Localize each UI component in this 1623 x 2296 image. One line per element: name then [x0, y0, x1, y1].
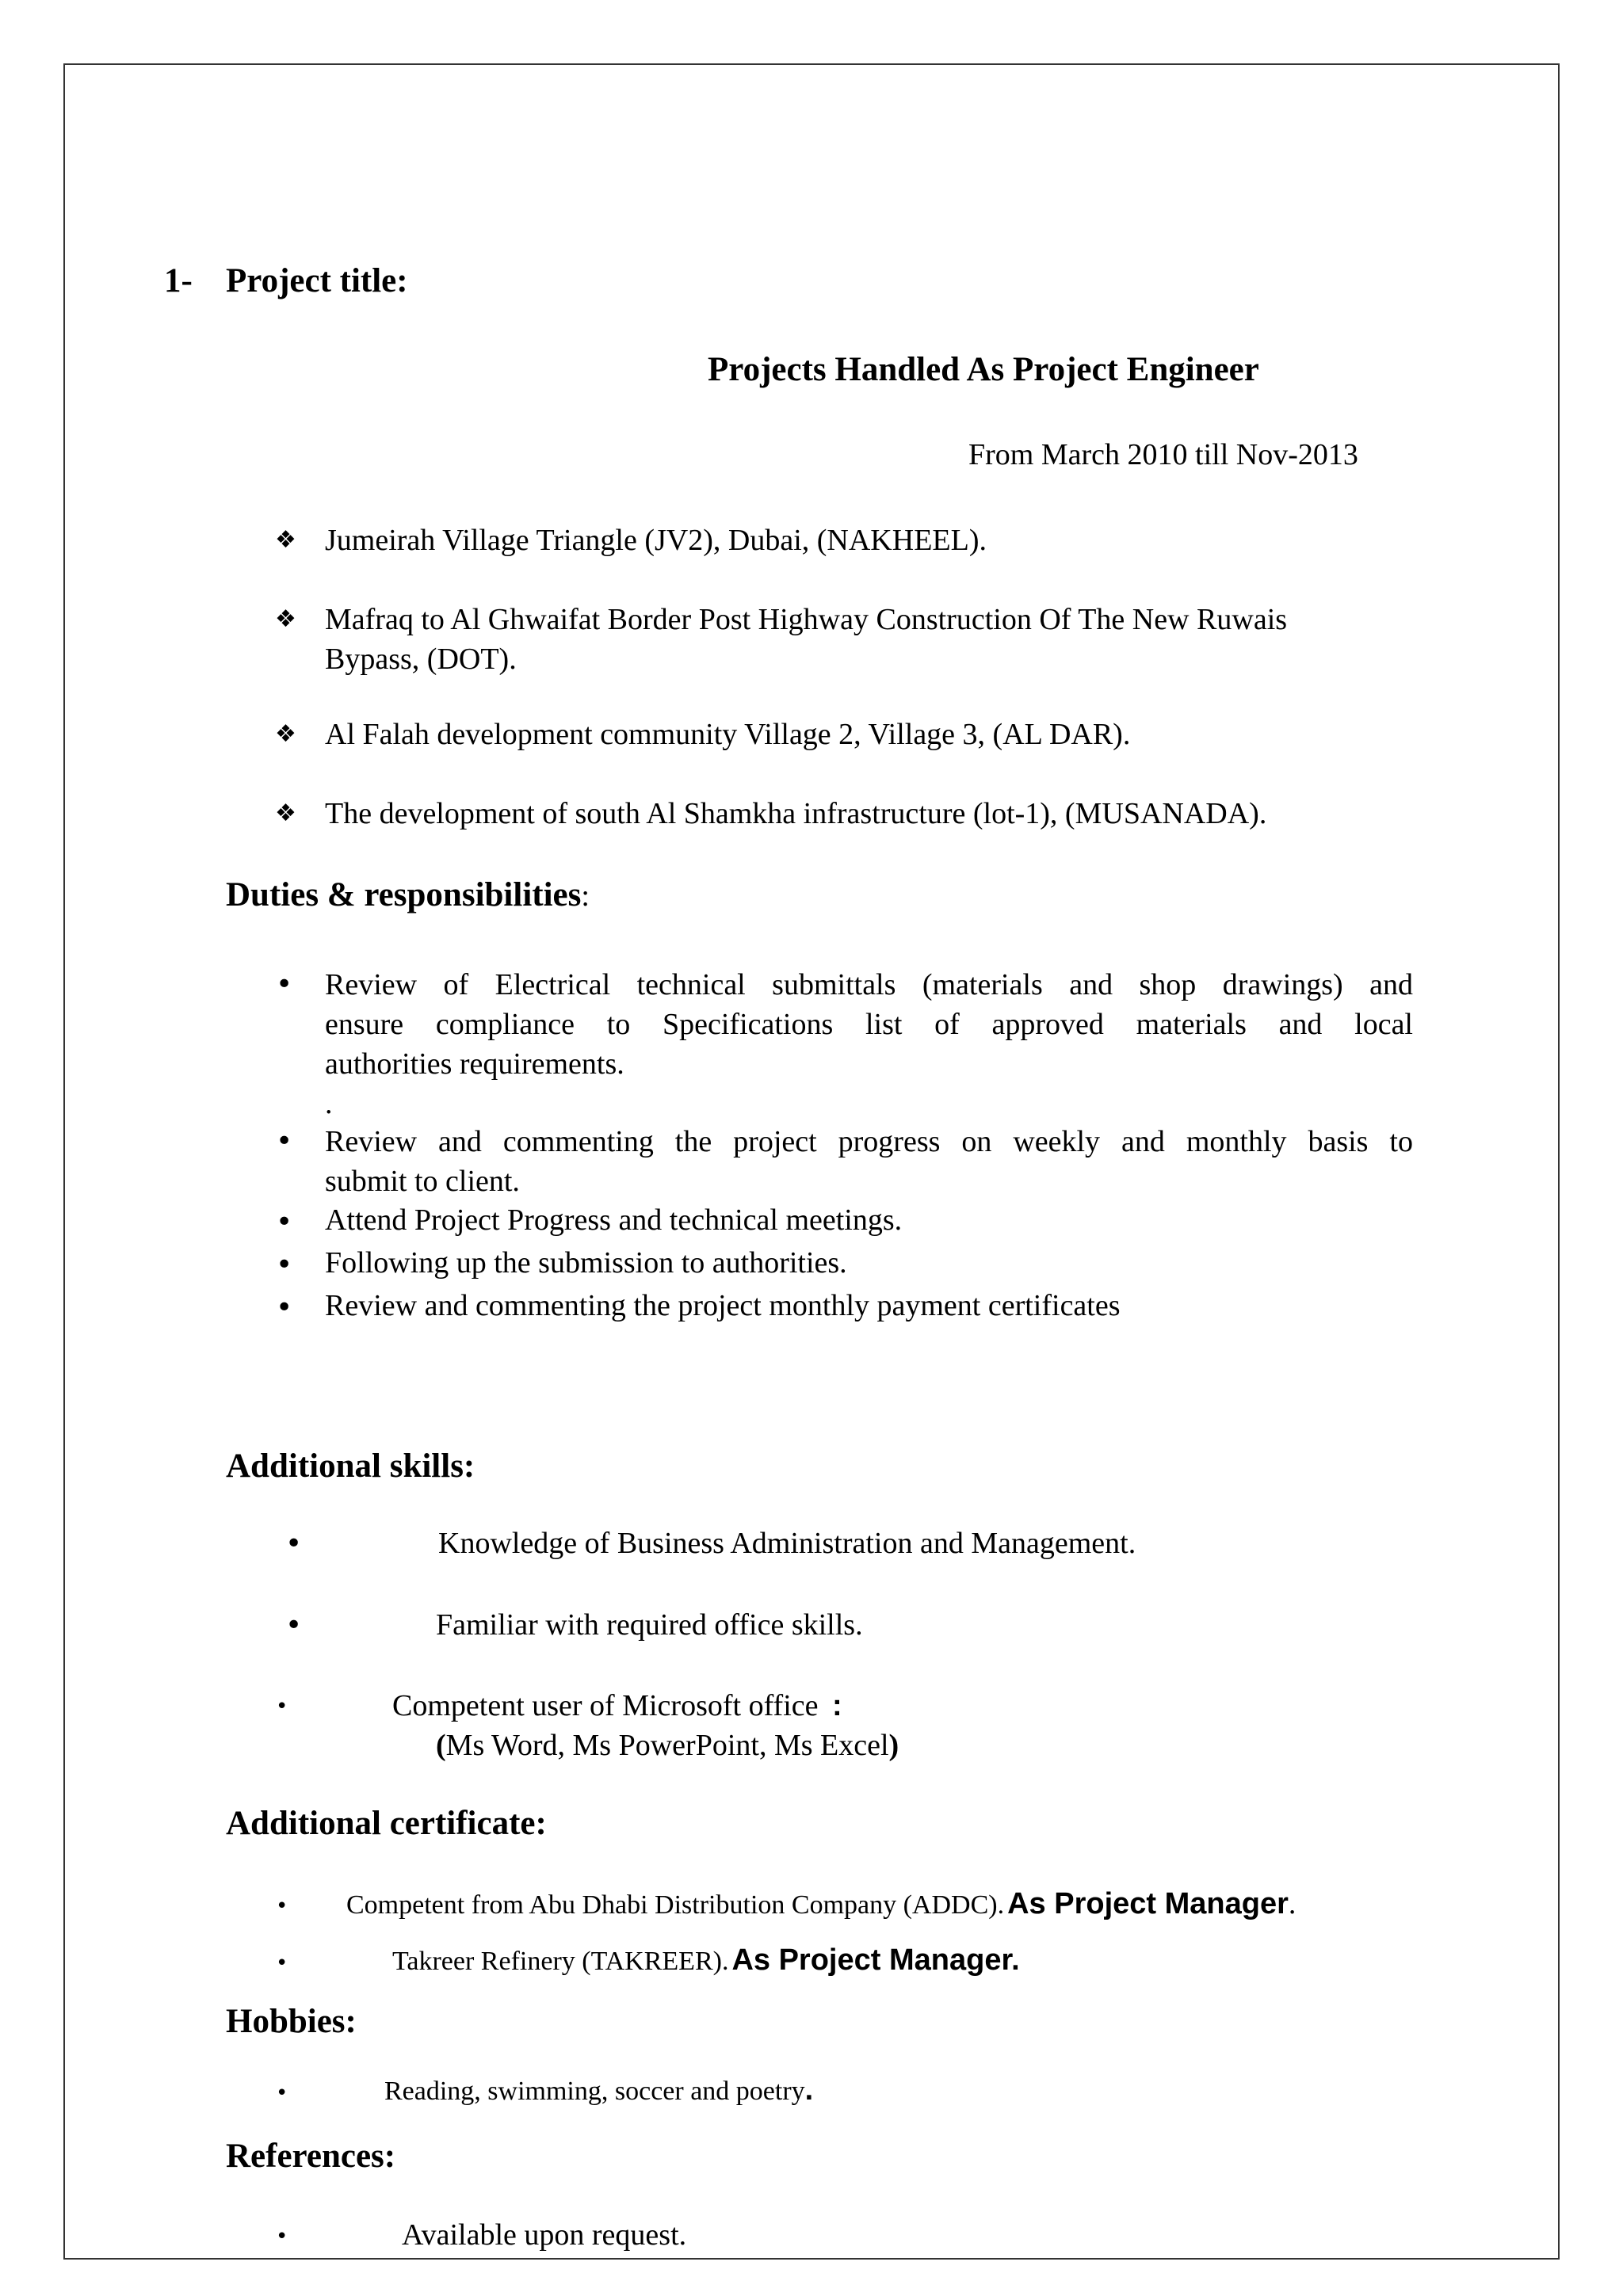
projects-subtitle: Projects Handled As Project Engineer	[708, 351, 1259, 388]
skills-heading: Additional skills:	[226, 1447, 475, 1485]
duty-line: submit to client.	[325, 1165, 520, 1198]
certificate-text: Competent from Abu Dhabi Distribution Company (ADDC).	[346, 1890, 1005, 1920]
project-item: Al Falah development community Village 2, Village 3, (AL DAR).	[325, 718, 1131, 751]
certificate-period: .	[1288, 1887, 1296, 1920]
bullet-icon: •	[276, 1951, 288, 1975]
skill-colon: :	[832, 1689, 842, 1722]
paren-open: (	[436, 1729, 446, 1762]
certificate-item	[392, 1943, 1020, 1978]
references-heading: References:	[226, 2138, 396, 2175]
duty-item	[325, 1122, 1413, 1201]
duty-item: Attend Project Progress and technical meetings.	[325, 1203, 903, 1237]
duty-line: ensure compliance to Specifications list of approved materials and local	[325, 1008, 1413, 1041]
certificate-text: Takreer Refinery (TAKREER).	[392, 1947, 729, 1976]
diamond-bullet-icon: ❖	[275, 526, 296, 554]
project-item: Mafraq to Al Ghwaifat Border Post Highway Construction Of The New Ruwais	[325, 603, 1288, 636]
skill-item	[392, 1688, 842, 1723]
certificate-heading: Additional certificate:	[226, 1805, 547, 1842]
project-period: From March 2010 till Nov-2013	[968, 438, 1358, 471]
certificate-role: As Project Manager	[1007, 1887, 1289, 1920]
hobby-text: Reading, swimming, soccer and poetry	[384, 2077, 805, 2106]
project-title-heading: Project title:	[226, 262, 408, 299]
bullet-icon: •	[276, 1206, 293, 1238]
bullet-icon: •	[285, 1527, 303, 1560]
certificate-item	[346, 1886, 1296, 1921]
bullet-icon: •	[276, 1291, 293, 1324]
hobby-item	[384, 2073, 813, 2107]
duty-line: Review and commenting the project progress on weekly and monthly basis to	[325, 1125, 1413, 1158]
bullet-icon: •	[276, 2225, 288, 2248]
duty-item	[325, 965, 1413, 1123]
paren-close: )	[888, 1729, 899, 1762]
bullet-icon: •	[285, 1609, 303, 1642]
project-item: Jumeirah Village Triangle (JV2), Dubai, (NAKHEEL).	[325, 524, 987, 557]
reference-item: Available upon request.	[402, 2218, 687, 2252]
project-item-continuation: Bypass, (DOT).	[325, 643, 517, 676]
section-number: 1-	[164, 262, 193, 299]
diamond-bullet-icon: ❖	[275, 605, 296, 633]
diamond-bullet-icon: ❖	[275, 799, 296, 827]
certificate-role: As Project Manager.	[731, 1943, 1020, 1977]
bullet-icon: •	[276, 1249, 293, 1281]
project-item: The development of south Al Shamkha infrastructure (lot-1), (MUSANADA).	[325, 797, 1267, 830]
skill-item: Knowledge of Business Administration and Management.	[438, 1527, 1136, 1560]
hobbies-heading: Hobbies:	[226, 2003, 357, 2040]
skill-item: Familiar with required office skills.	[436, 1608, 863, 1642]
duty-item: Review and commenting the project monthly payment certificates	[325, 1289, 1121, 1322]
skill-sub-item	[436, 1728, 899, 1763]
duties-heading: Duties & responsibilities	[226, 876, 582, 913]
diamond-bullet-icon: ❖	[275, 720, 296, 748]
duty-line: .	[325, 1087, 333, 1120]
duty-line: Review of Electrical technical submittals (materials and shop drawings) and	[325, 968, 1413, 1001]
bullet-icon: •	[276, 1695, 288, 1718]
office-apps: Ms Word, Ms PowerPoint, Ms Excel	[445, 1729, 889, 1762]
duty-line: authorities requirements.	[325, 1047, 624, 1081]
hobby-period: .	[804, 2073, 814, 2107]
skill-text: Competent user of Microsoft office	[392, 1689, 819, 1722]
duties-heading-row	[226, 875, 590, 914]
bullet-icon: •	[276, 968, 293, 1001]
duty-item: Following up the submission to authorities.	[325, 1246, 847, 1280]
bullet-icon: •	[276, 1125, 293, 1158]
duties-colon: :	[581, 879, 590, 913]
bullet-icon: •	[276, 1894, 288, 1918]
bullet-icon: •	[276, 2081, 288, 2105]
